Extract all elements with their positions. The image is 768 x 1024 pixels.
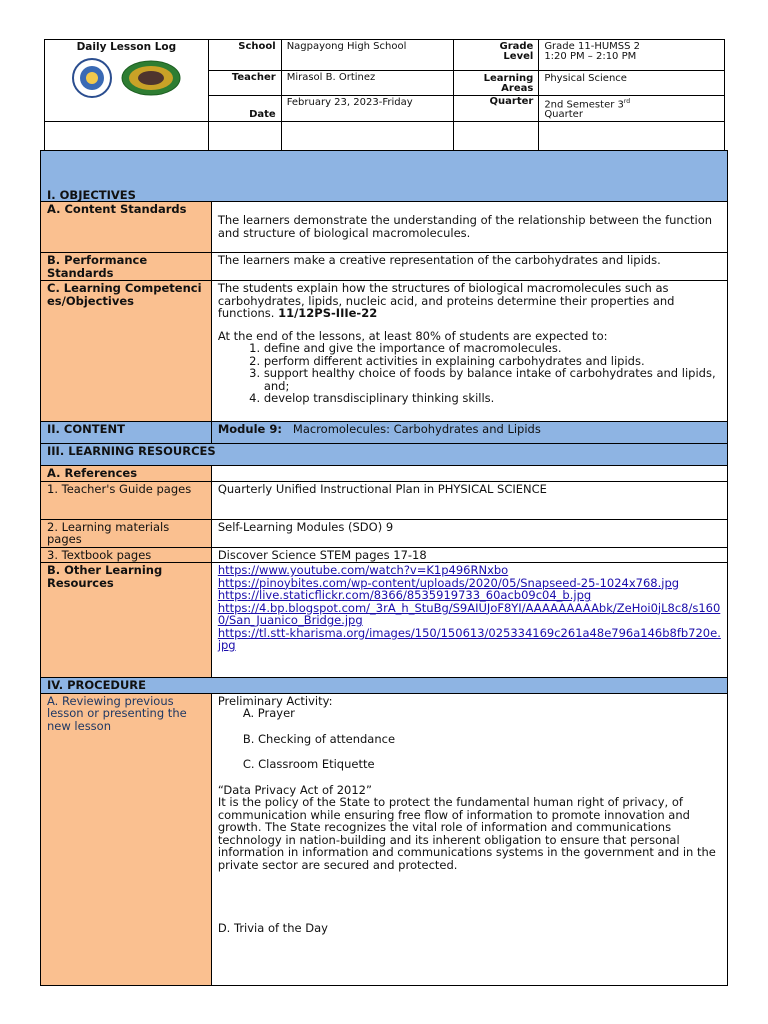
privacy-title: “Data Privacy Act of 2012” xyxy=(217,782,372,797)
competencies-text: The students explain how the structures of biological macromolecules such as carbohydrates, lipids, nucleic acid, and proteins determine their properties and functions. 11/12PS-IIIe-22 xyxy=(217,281,675,320)
module-title: Macromolecules: Carbohydrates and Lipids xyxy=(292,422,541,436)
list-item: 4. develop transdisciplinary thinking skills. xyxy=(264,392,721,405)
content-standards-label: A. Content Standards xyxy=(41,202,212,253)
procedure-heading: IV. PROCEDURE xyxy=(41,678,728,694)
procedure-a-cell xyxy=(211,693,727,985)
blank-cell xyxy=(211,466,727,482)
trivia: D. Trivia of the Day xyxy=(217,921,328,935)
school-value: Nagpayong High School xyxy=(281,40,454,71)
header-table xyxy=(44,39,725,156)
module-cell xyxy=(211,422,727,444)
textbook-label: 3. Textbook pages xyxy=(41,547,212,563)
textbook-value: Discover Science STEM pages 17-18 xyxy=(211,547,727,563)
other-resources-label: B. Other Learning Resources xyxy=(41,563,212,678)
list-item: 2. perform different activities in explaining carbohydrates and lipids. xyxy=(264,355,721,368)
objectives-list xyxy=(218,342,721,405)
list-item: 1. define and give the importance of macromolecules. xyxy=(264,342,721,355)
teacher-label: Teacher xyxy=(208,71,281,96)
competency-code: 11/12PS-IIIe-22 xyxy=(278,306,378,320)
quarter-label: Quarter xyxy=(454,96,539,122)
module-label: Module 9: xyxy=(217,422,282,436)
school-seal-icon xyxy=(121,60,181,96)
log-title: Daily Lesson Log xyxy=(76,41,177,53)
competencies-cell xyxy=(211,281,727,422)
resource-link[interactable]: https://pinoybites.com/wp-content/uploads/2020/05/Snapseed-25-1024x768.jpg xyxy=(217,575,680,590)
quarter-value: 2nd Semester 3rd Quarter xyxy=(539,96,725,122)
content-standards-text: The learners demonstrate the understanding of the relationship between the function and structure of biological macromolecules. xyxy=(211,202,727,253)
teacher-value: Mirasol B. Ortinez xyxy=(281,71,454,96)
resource-link[interactable]: https://4.bp.blogspot.com/_3rA_h_StuBg/S9AIUJoF8YI/AAAAAAAAAbk/ZeHoi0jL8c8/s1600/San_Juanico_Bridge.jpg xyxy=(217,600,721,627)
objectives-heading: I. OBJECTIVES xyxy=(41,151,728,202)
teachers-guide-value: Quarterly Unified Instructional Plan in PHYSICAL SCIENCE xyxy=(211,481,727,519)
learning-areas-value: Physical Science xyxy=(539,71,725,96)
date-label: Date xyxy=(208,96,281,122)
deped-seal-icon xyxy=(72,58,112,98)
resource-link[interactable]: https://live.staticflickr.com/8366/8535919733_60acb09c04_b.jpg xyxy=(217,588,592,602)
procedure-a-label: A. Reviewing previous lesson or presenting the new lesson xyxy=(41,693,212,985)
grade-label: Grade Level xyxy=(454,40,539,71)
date-value: February 23, 2023-Friday xyxy=(281,96,454,122)
resource-link[interactable]: https://www.youtube.com/watch?v=K1p496RNxbo xyxy=(217,563,509,577)
links-cell xyxy=(211,563,727,678)
list-item: A. Prayer xyxy=(242,706,295,720)
teachers-guide-label: 1. Teacher's Guide pages xyxy=(41,481,212,519)
competencies-label: C. Learning Competencies/Objectives xyxy=(41,281,212,422)
references-label: A. References xyxy=(41,466,212,482)
list-item: C. Classroom Etiquette xyxy=(242,757,375,771)
resources-heading: III. LEARNING RESOURCES xyxy=(41,444,728,466)
grade-value: Grade 11-HUMSS 2 1:20 PM – 2:10 PM xyxy=(539,40,725,71)
learning-materials-label: 2. Learning materials pages xyxy=(41,519,212,547)
logos xyxy=(50,58,203,98)
performance-standards-label: B. Performance Standards xyxy=(41,253,212,281)
preliminary-heading: Preliminary Activity: xyxy=(217,693,333,708)
privacy-text: It is the policy of the State to protect the fundamental human right of privacy, of communication while ensuring free flow of information to promote innovation and growth. The State recognizes the vital role of information and communications technology in nation-building and its inherent obligation to ensure that personal information in information and communications systems in the government and in the private sector are secured and protected. xyxy=(217,795,716,872)
list-item: 3. support healthy choice of foods by balance intake of carbohydrates and lipids, and; xyxy=(264,367,721,392)
learning-materials-value: Self-Learning Modules (SDO) 9 xyxy=(211,519,727,547)
title-cell xyxy=(45,40,209,122)
performance-standards-text: The learners make a creative representation of the carbohydrates and lipids. xyxy=(211,253,727,281)
list-item: B. Checking of attendance xyxy=(242,731,396,746)
content-heading: II. CONTENT xyxy=(41,422,212,444)
competencies-intro: At the end of the lessons, at least 80% of students are expected to: xyxy=(217,328,608,343)
learning-areas-label: Learning Areas xyxy=(454,71,539,96)
lesson-table xyxy=(40,150,728,986)
resource-link[interactable]: https://tl.stt-kharisma.org/images/150/150613/025334169c261a48e796a146b8fb720e.jpg xyxy=(217,625,721,652)
school-label: School xyxy=(208,40,281,71)
